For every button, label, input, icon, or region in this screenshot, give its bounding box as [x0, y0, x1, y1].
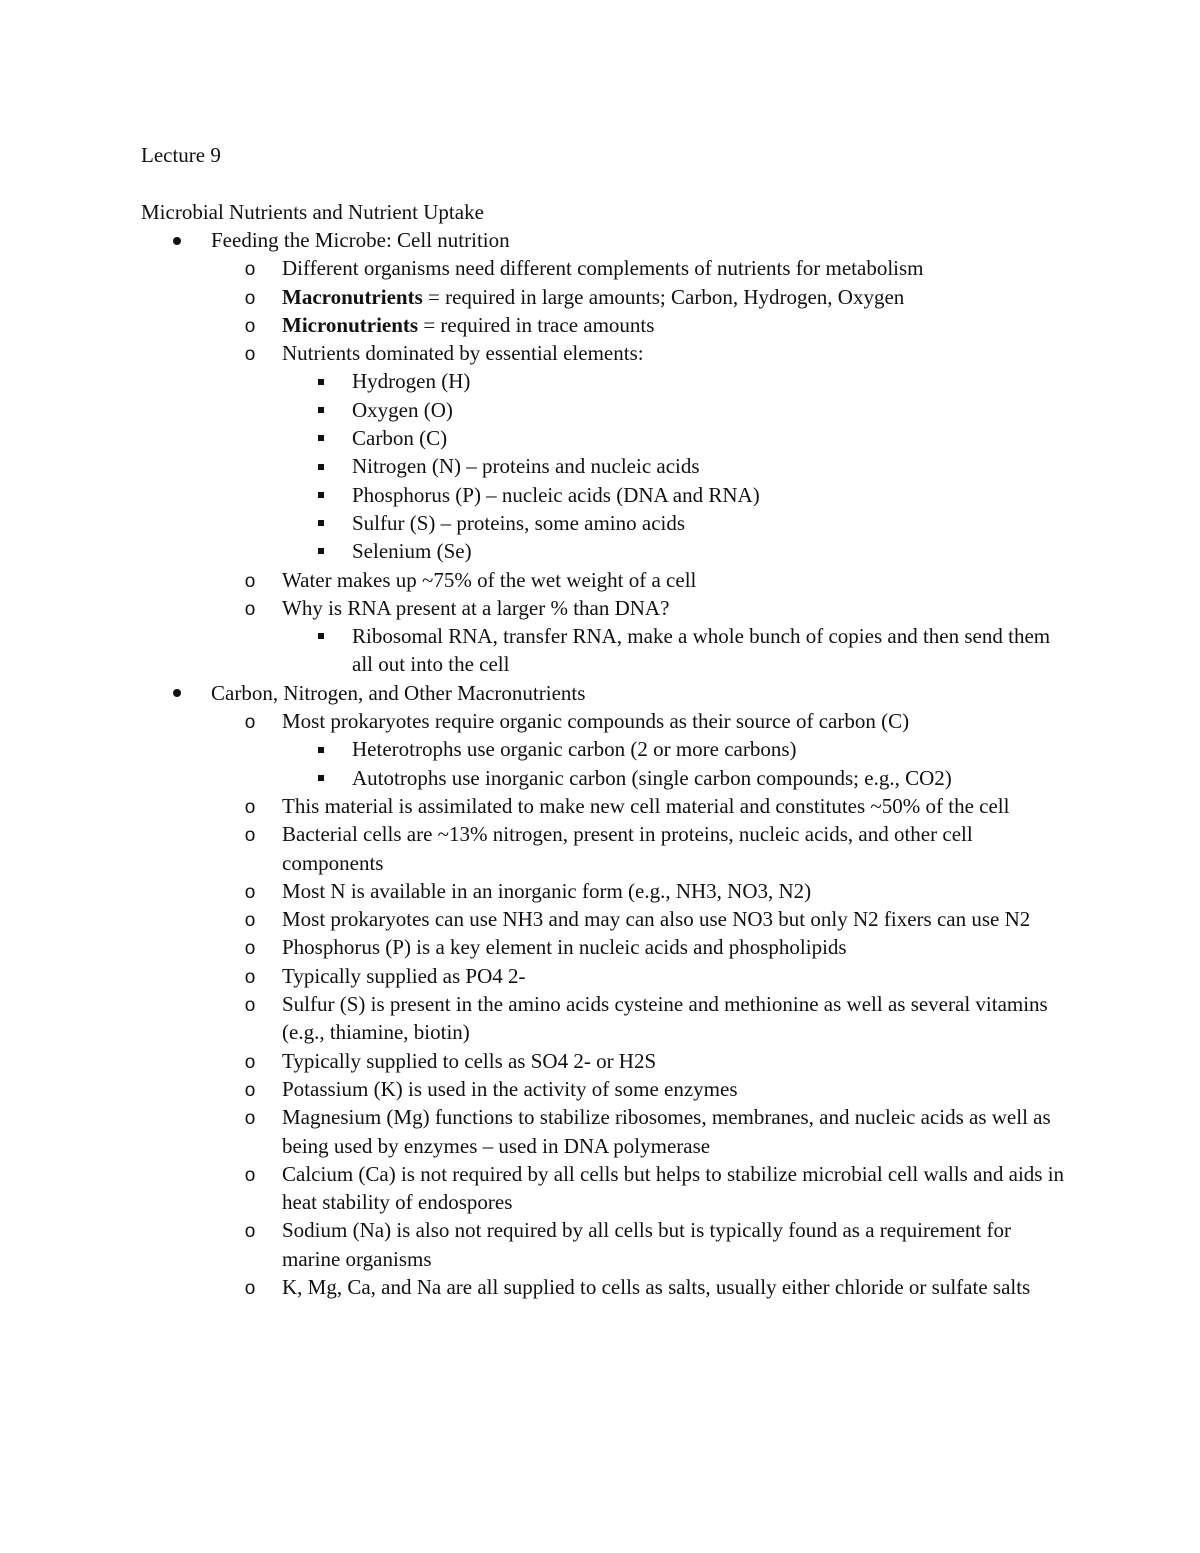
bullet-square-icon: [313, 367, 329, 395]
bullet-ring-icon: o: [244, 1079, 256, 1101]
outline-item-text: Hydrogen (H): [352, 369, 471, 394]
outline-item-term: Macronutrients: [282, 284, 423, 309]
outline-item-level-2: [141, 283, 1071, 311]
outline-item-level-3: [141, 396, 1071, 424]
outline-list: [141, 226, 1071, 1301]
bullet-square-icon: [313, 735, 329, 763]
bullet-ring-icon: o: [244, 796, 256, 818]
outline-item-level-2: [141, 820, 1071, 877]
bullet-ring-icon: o: [244, 287, 256, 309]
bullet-ring-icon: o: [244, 259, 256, 281]
outline-item-text: Feeding the Microbe: Cell nutrition: [211, 228, 510, 252]
outline-item-level-2: [141, 1216, 1071, 1273]
outline-item-text: Magnesium (Mg) functions to stabilize ribosomes, membranes, and nucleic acids as well as being used by enzymes – used in DNA polymerase: [282, 1105, 1051, 1158]
outline-item-level-2: [141, 1273, 1071, 1301]
outline-item-level-3: [141, 537, 1071, 565]
outline-item-text: Bacterial cells are ~13% nitrogen, present in proteins, nucleic acids, and other cell components: [282, 822, 973, 875]
outline-item-level-2: [141, 311, 1071, 339]
outline-item-level-2: [141, 566, 1071, 594]
outline-item-text: Sulfur (S) – proteins, some amino acids: [352, 510, 686, 535]
outline-item-text: Calcium (Ca) is not required by all cells but helps to stabilize microbial cell walls and aids in heat stability of endospores: [282, 1161, 1065, 1215]
section-title: Microbial Nutrients and Nutrient Uptake: [141, 200, 484, 224]
bullet-disc-icon: [169, 226, 185, 254]
bullet-ring-icon: o: [244, 966, 256, 988]
outline-item-level-2: [141, 254, 1071, 282]
outline-item-level-2: [141, 792, 1071, 820]
outline-item-text: Phosphorus (P) – nucleic acids (DNA and RNA): [352, 482, 760, 507]
outline-item-level-1: [141, 679, 1071, 707]
bullet-ring-icon: o: [244, 1108, 256, 1130]
bullet-ring-icon: o: [244, 910, 256, 932]
outline-item-level-3: [141, 481, 1071, 509]
bullet-ring-icon: o: [244, 315, 256, 337]
outline-item-level-2: [141, 1075, 1071, 1103]
outline-item-text: Most prokaryotes require organic compounds as their source of carbon (C): [282, 709, 910, 734]
outline-item-text: Nitrogen (N) – proteins and nucleic acids: [352, 454, 700, 479]
outline-item-text: Ribosomal RNA, transfer RNA, make a whole bunch of copies and then send them all out into the cell: [352, 624, 1051, 677]
outline-item-text: Typically supplied as PO4 2-: [282, 963, 526, 988]
bullet-square-icon: [313, 764, 329, 792]
bullet-ring-icon: o: [244, 570, 256, 592]
bullet-square-icon: [313, 452, 329, 480]
outline-item-level-3: [141, 367, 1071, 395]
outline-item-level-3: [141, 764, 1071, 792]
bullet-ring-icon: o: [244, 1051, 256, 1073]
outline-item-text: This material is assimilated to make new cell material and constitutes ~50% of the cell: [282, 793, 1010, 818]
outline-item-text: Typically supplied to cells as SO4 2- or H2S: [282, 1048, 657, 1073]
bullet-ring-icon: o: [244, 995, 256, 1017]
outline-item-level-2: [141, 594, 1071, 622]
outline-item-level-3: [141, 452, 1071, 480]
outline-item-level-1: [141, 226, 1071, 254]
outline-item-text: Carbon (C): [352, 426, 448, 451]
outline-item-text: Water makes up ~75% of the wet weight of a cell: [282, 567, 697, 592]
outline-item-level-3: [141, 622, 1071, 679]
outline-item-text: Sulfur (S) is present in the amino acids cysteine and methionine as well as several vitamins (e.g., thiamine, biotin): [282, 992, 1048, 1045]
bullet-square-icon: [313, 396, 329, 424]
bullet-square-icon: [313, 537, 329, 565]
outline-item-text: Phosphorus (P) is a key element in nucleic acids and phospholipids: [282, 935, 847, 960]
outline-item-text: Heterotrophs use organic carbon (2 or more carbons): [352, 737, 797, 762]
outline-item-text: Micronutrients = required in trace amounts: [282, 312, 655, 337]
bullet-disc-icon: [169, 679, 185, 707]
outline-item-text: K, Mg, Ca, and Na are all supplied to cells as salts, usually either chloride or sulfate salts: [282, 1274, 1031, 1299]
bullet-square-icon: [313, 481, 329, 509]
outline-item-level-3: [141, 509, 1071, 537]
lecture-title: Lecture 9: [141, 143, 221, 167]
outline-item-text: Different organisms need different complements of nutrients for metabolism: [282, 256, 924, 281]
outline-item-level-2: [141, 339, 1071, 367]
bullet-square-icon: [313, 509, 329, 537]
outline-item-level-2: [141, 1160, 1071, 1217]
outline-item-level-2: [141, 1103, 1071, 1160]
bullet-square-icon: [313, 622, 329, 650]
bullet-square-icon: [313, 424, 329, 452]
outline-item-level-2: [141, 933, 1071, 961]
outline-item-text: Nutrients dominated by essential elements:: [282, 341, 644, 366]
bullet-ring-icon: o: [244, 881, 256, 903]
outline-item-text: Selenium (Se): [352, 539, 472, 564]
outline-item-text: Most N is available in an inorganic form (e.g., NH3, NO3, N2): [282, 878, 812, 903]
bullet-ring-icon: o: [244, 344, 256, 366]
outline-item-level-3: [141, 424, 1071, 452]
outline-item-level-2: [141, 707, 1071, 735]
outline-item-term: Micronutrients: [282, 312, 419, 337]
bullet-ring-icon: o: [244, 825, 256, 847]
outline-item-text: Carbon, Nitrogen, and Other Macronutrients: [211, 680, 586, 705]
outline-item-text: Potassium (K) is used in the activity of some enzymes: [282, 1076, 738, 1101]
bullet-ring-icon: o: [244, 1164, 256, 1186]
outline-item-text: Most prokaryotes can use NH3 and may can also use NO3 but only N2 fixers can use N2: [282, 907, 1031, 932]
outline-item-level-2: [141, 962, 1071, 990]
bullet-ring-icon: o: [244, 1277, 256, 1299]
outline-item-level-2: [141, 905, 1071, 933]
outline-item-level-3: [141, 735, 1071, 763]
outline-item-text: Sodium (Na) is also not required by all cells but is typically found as a requirement for marine organisms: [282, 1218, 1011, 1271]
outline-item-text: Why is RNA present at a larger % than DNA?: [282, 595, 670, 620]
outline-item-text: Oxygen (O): [352, 397, 453, 422]
bullet-ring-icon: o: [244, 938, 256, 960]
bullet-ring-icon: o: [244, 712, 256, 734]
outline-item-level-2: [141, 990, 1071, 1047]
outline-item-text: Autotrophs use inorganic carbon (single carbon compounds; e.g., CO2): [352, 765, 952, 790]
outline-item-text: Macronutrients = required in large amounts; Carbon, Hydrogen, Oxygen: [282, 284, 905, 309]
outline-item-level-2: [141, 1047, 1071, 1075]
outline-item-level-2: [141, 877, 1071, 905]
bullet-ring-icon: o: [244, 598, 256, 620]
bullet-ring-icon: o: [244, 1221, 256, 1243]
